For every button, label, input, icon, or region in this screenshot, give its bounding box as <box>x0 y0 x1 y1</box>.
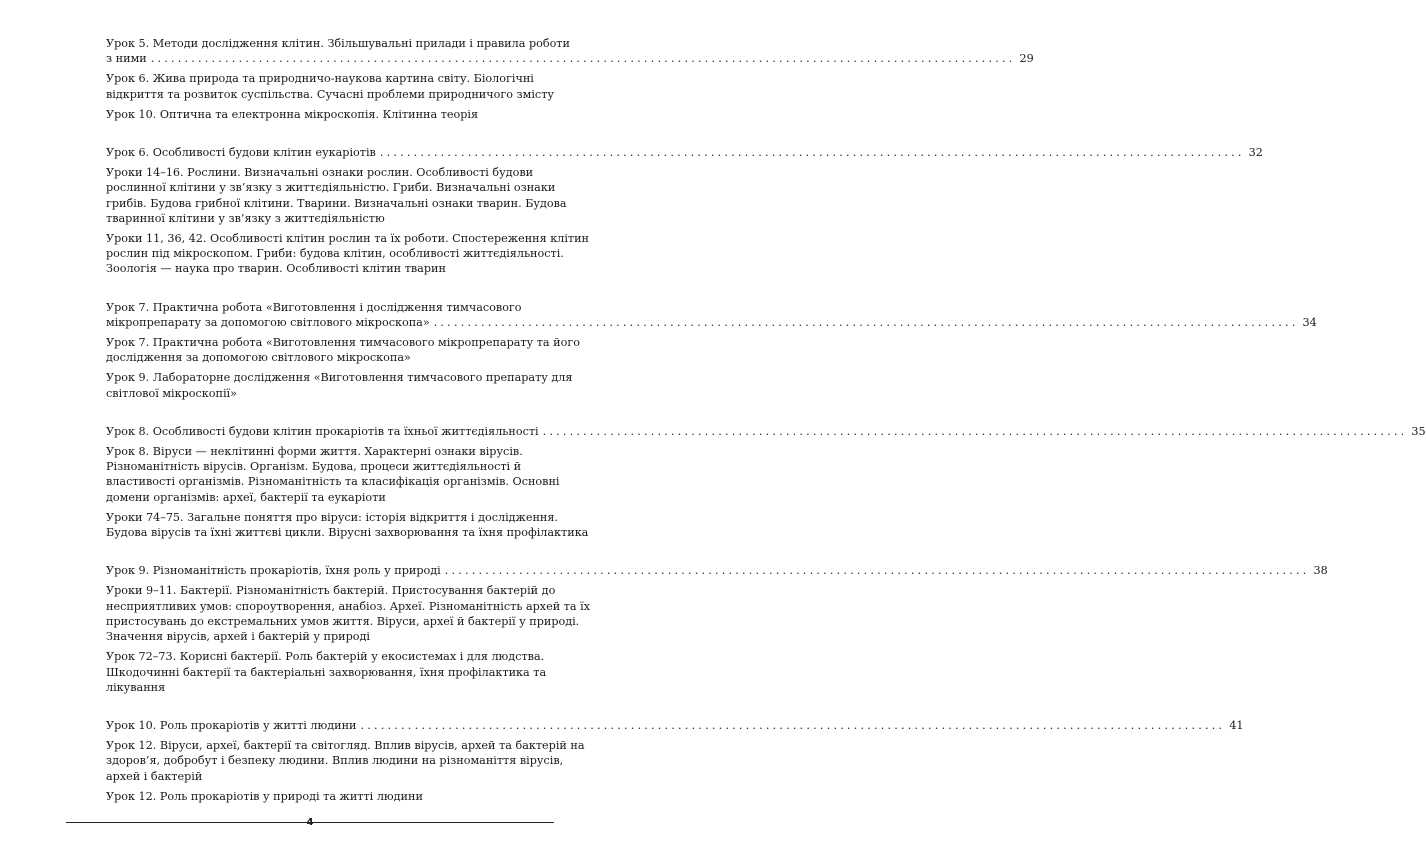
toc-heading-line2: з ними <box>106 52 147 66</box>
toc-reference: Урок 12. Віруси, археї, бактерії та світогляд. Вплив вірусів, архей та бактерій на здоров’я, добробут і безпеку людини. Вплив людини на різноманіття вірусів, архей і бактерій <box>106 739 585 783</box>
leader-dots: ................................................................................................................................ <box>542 424 1408 438</box>
toc-reference: Урок 6. Жива природа та природничо-наукова картина світу. Біологічні відкриття та розвиток суспільства. Сучасні проблеми природничого змісту <box>106 72 554 101</box>
toc-page-number: 38 <box>1313 564 1328 578</box>
toc-reference: Урок 72–73. Корисні бактерії. Роль бактерій у екосистемах і для людства. Шкодочинні бактерії та бактеріальні захворювання, їхня профілактика та лікування <box>106 650 547 694</box>
toc-page-number: 41 <box>1229 718 1244 732</box>
toc-reference: Урок 8. Віруси — неклітинні форми життя. Характерні ознаки вірусів. Різноманітність вірусів. Організм. Будова, процеси життєдіяльності й властивості організмів. Різноманітність та класифікація організмів. Основні домени організмів: археї, бактерії та еукаріоти <box>106 445 560 504</box>
toc-page-number: 35 <box>1411 424 1426 438</box>
toc-section <box>106 424 1426 540</box>
leader-dots: ................................................................................................................................ <box>379 146 1245 160</box>
toc-heading-line1: Урок 8. Особливості будови клітин прокаріотів та їхньої життєдіяльності <box>106 424 539 438</box>
toc-page-number: 32 <box>1248 146 1263 160</box>
leader-dots: ................................................................................................................................ <box>150 52 1016 66</box>
table-of-contents <box>106 36 1426 809</box>
toc-heading-line1: Урок 9. Різноманітність прокаріотів, їхня роль у природі <box>106 564 441 578</box>
toc-heading-line2: мікропрепарату за допомогою світлового мікроскопа» <box>106 315 430 329</box>
toc-heading-line1: Урок 5. Методи дослідження клітин. Збільшувальні прилади і правила роботи <box>106 37 570 50</box>
footer-rule-right <box>310 822 554 823</box>
toc-reference: Уроки 14–16. Рослини. Визначальні ознаки рослин. Особливості будови рослинної клітини у зв’язку з життєдіяльністю. Гриби. Визначальні ознаки грибів. Будова грибної клітини. Тварини. Визначальні ознаки тварин. Будова тваринної клітини у зв’язку з життєдіяльністю <box>106 166 567 225</box>
toc-heading[interactable] <box>106 145 1263 160</box>
page-footer <box>66 815 554 829</box>
toc-heading[interactable] <box>106 563 1328 578</box>
toc-reference: Уроки 74–75. Загальне поняття про віруси: історія відкриття і дослідження. Будова вірусів та їхні життєві цикли. Вірусні захворювання та їхня профілактика <box>106 510 589 540</box>
leader-dots: ................................................................................................................................ <box>433 315 1299 329</box>
toc-heading-line1: Урок 10. Роль прокаріотів у житті людини <box>106 718 357 732</box>
toc-heading[interactable] <box>106 36 1034 66</box>
page-number: 4 <box>306 817 314 828</box>
leader-dots: ................................................................................................................................ <box>444 564 1310 578</box>
toc-heading-line1: Урок 6. Особливості будови клітин еукаріотів <box>106 146 376 160</box>
toc-page-number: 34 <box>1302 315 1317 329</box>
toc-reference: Урок 9. Лабораторне дослідження «Виготовлення тимчасового препарату для світлової мікроскопії» <box>106 371 573 400</box>
toc-heading[interactable] <box>106 300 1317 330</box>
toc-heading[interactable] <box>106 718 1244 733</box>
toc-section <box>106 300 1317 401</box>
toc-reference: Уроки 9–11. Бактерії. Різноманітність бактерій. Пристосування бактерій до несприятливих умов: спороутворення, анабіоз. Археї. Різноманітність архей та їх пристосувань до екстремальних умов життя. Віруси, археї й бактерії у природі. Значення вірусів, архей і бактерій у природі <box>106 584 591 644</box>
toc-reference: Урок 10. Оптична та електронна мікроскопія. Клітинна теорія <box>106 107 479 121</box>
toc-section <box>106 36 1034 122</box>
toc-reference: Уроки 11, 36, 42. Особливості клітин рослин та їх роботи. Спостереження клітин рослин під мікроскопом. Гриби: будова клітин, особливості життєдіяльності. Зоологія — наука про тварин. Особливості клітин тварин <box>106 232 590 276</box>
toc-reference: Урок 7. Практична робота «Виготовлення тимчасового мікропрепарату та його дослідження за допомогою світлового мікроскопа» <box>106 336 580 365</box>
toc-heading[interactable] <box>106 424 1426 439</box>
toc-section <box>106 718 1244 804</box>
toc-heading-line1: Урок 7. Практична робота «Виготовлення і дослідження тимчасового <box>106 300 522 314</box>
leader-dots: ................................................................................................................................ <box>360 718 1226 732</box>
toc-reference: Урок 12. Роль прокаріотів у природі та житті людини <box>106 789 423 803</box>
toc-section <box>106 563 1328 695</box>
toc-section <box>106 145 1263 277</box>
toc-page-number: 29 <box>1019 52 1034 66</box>
